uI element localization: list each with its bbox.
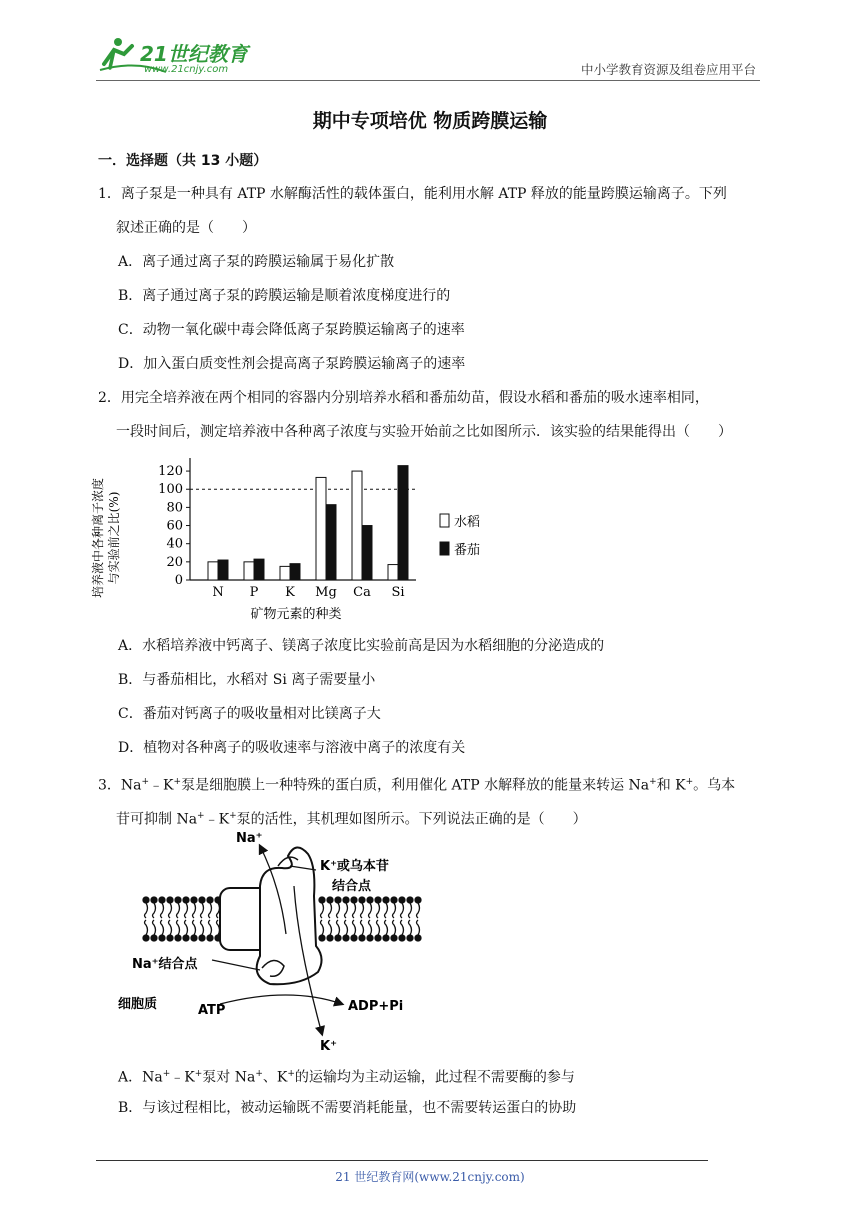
chart-ylabel-line2: 与实验前之比(%) bbox=[107, 491, 121, 585]
q3-stem-line2: 苷可抑制 Na+﹣K+泵的活性，其机理如图所示。下列说法正确的是（ ） bbox=[116, 811, 587, 828]
chart-legend-swatch-0 bbox=[440, 514, 449, 527]
q3-option-a: A．Na+﹣K+泵对 Na+、K+的运输均为主动运输，此过程不需要酶的参与 bbox=[118, 1069, 575, 1086]
chart-ytick-label: 0 bbox=[174, 573, 183, 588]
q1-stem-line2: 叙述正确的是（ ） bbox=[116, 220, 256, 236]
chart-bar-Si-0 bbox=[388, 565, 398, 580]
chart-legend-label-1: 番茄 bbox=[454, 543, 481, 558]
q1-option-b: B．离子通过离子泵的跨膜运输是顺着浓度梯度进行的 bbox=[118, 288, 451, 304]
q2-option-a: A．水稻培养液中钙离子、镁离子浓度比实验前高是因为水稻细胞的分泌造成的 bbox=[118, 638, 605, 654]
diagram-k-bottom: K⁺ bbox=[320, 1039, 337, 1054]
chart-ytick-label: 100 bbox=[158, 482, 183, 498]
chart-bar-N-1 bbox=[218, 560, 228, 580]
ion-ratio-chart bbox=[86, 448, 506, 626]
q3-option-b: B．与该过程相比，被动运输既不需要消耗能量，也不需要转运蛋白的协助 bbox=[118, 1100, 577, 1116]
diagram-k-site-2: 结合点 bbox=[332, 879, 372, 894]
chart-legend-swatch-1 bbox=[440, 542, 449, 555]
q2-option-b: B．与番茄相比，水稻对 Si 离子需要量小 bbox=[118, 672, 376, 688]
diagram-na-site: Na⁺结合点 bbox=[132, 957, 198, 972]
platform-label: 中小学教育资源及组卷应用平台 bbox=[580, 62, 756, 77]
chart-xtick-label: Mg bbox=[315, 585, 337, 600]
footer-divider bbox=[96, 1160, 708, 1161]
chart-ylabel-line1: 培养液中各种离子浓度 bbox=[91, 477, 105, 599]
chart-ytick-label: 60 bbox=[166, 518, 183, 534]
q2-stem-line2: 一段时间后，测定培养液中各种离子浓度与实验开始前之比如图所示．该实验的结果能得出（ ） bbox=[116, 424, 732, 440]
chart-ytick-label: 40 bbox=[166, 536, 183, 552]
chart-bar-P-1 bbox=[254, 559, 264, 580]
chart-xtick-label: K bbox=[285, 585, 295, 600]
na-k-pump-diagram bbox=[110, 826, 440, 1056]
chart-xlabel: 矿物元素的种类 bbox=[250, 607, 342, 622]
chart-ytick-label: 80 bbox=[166, 500, 183, 516]
chart-legend-label-0: 水稻 bbox=[454, 515, 481, 530]
footer-text: 21 世纪教育网(www.21cnjy.com) bbox=[335, 1170, 525, 1184]
diagram-cytoplasm: 细胞质 bbox=[118, 997, 158, 1012]
q1-option-d: D．加入蛋白质变性剂会提高离子泵跨膜运输离子的速率 bbox=[118, 356, 466, 372]
chart-bar-P-0 bbox=[244, 562, 254, 580]
chart-ytick-label: 120 bbox=[158, 464, 183, 480]
chart-xtick-label: Si bbox=[391, 585, 405, 600]
logo bbox=[96, 34, 256, 78]
diagram-adp: ADP+Pi bbox=[348, 999, 404, 1014]
q2-option-c: C．番茄对钙离子的吸收量相对比镁离子大 bbox=[118, 706, 381, 722]
chart-bar-Ca-1 bbox=[362, 526, 372, 580]
logo-url: www.21cnjy.com bbox=[144, 64, 229, 75]
chart-bar-N-0 bbox=[208, 562, 218, 580]
chart-bar-K-0 bbox=[280, 566, 290, 580]
chart-xtick-label: N bbox=[212, 585, 224, 600]
logo-text: 21世纪教育 bbox=[140, 42, 248, 66]
chart-xtick-label: P bbox=[249, 585, 259, 600]
q2-stem-line1: 2．用完全培养液在两个相同的容器内分别培养水稻和番茄幼苗，假设水稻和番茄的吸水速率相同， bbox=[98, 390, 709, 406]
q1-option-a: A．离子通过离子泵的跨膜运输属于易化扩散 bbox=[118, 254, 395, 270]
header-divider bbox=[96, 80, 760, 81]
diagram-atp: ATP bbox=[198, 1003, 226, 1018]
chart-bar-Mg-1 bbox=[326, 505, 336, 580]
q2-option-d: D．植物对各种离子的吸收速率与溶液中离子的浓度有关 bbox=[118, 740, 466, 756]
chart-bar-K-1 bbox=[290, 564, 300, 580]
chart-bar-Si-1 bbox=[398, 466, 408, 580]
diagram-k-site: K⁺或乌本苷 bbox=[320, 859, 389, 874]
page-title: 期中专项培优 物质跨膜运输 bbox=[312, 110, 548, 132]
chart-xtick-label: Ca bbox=[353, 585, 371, 600]
chart-bar-Mg-0 bbox=[316, 477, 326, 580]
q1-option-c: C．动物一氧化碳中毒会降低离子泵跨膜运输离子的速率 bbox=[118, 322, 465, 338]
section-heading: 一．选择题（共 13 小题） bbox=[98, 153, 268, 169]
diagram-na-top: Na⁺ bbox=[236, 831, 263, 846]
chart-bar-Ca-0 bbox=[352, 471, 362, 580]
q1-stem-line1: 1．离子泵是一种具有 ATP 水解酶活性的载体蛋白，能利用水解 ATP 释放的能量跨膜运输离子。下列 bbox=[98, 186, 727, 202]
q3-stem-line1: 3．Na+﹣K+泵是细胞膜上一种特殊的蛋白质，利用催化 ATP 水解释放的能量来转运 Na+和 K+。乌本 bbox=[98, 777, 736, 794]
chart-ytick-label: 20 bbox=[166, 554, 183, 570]
